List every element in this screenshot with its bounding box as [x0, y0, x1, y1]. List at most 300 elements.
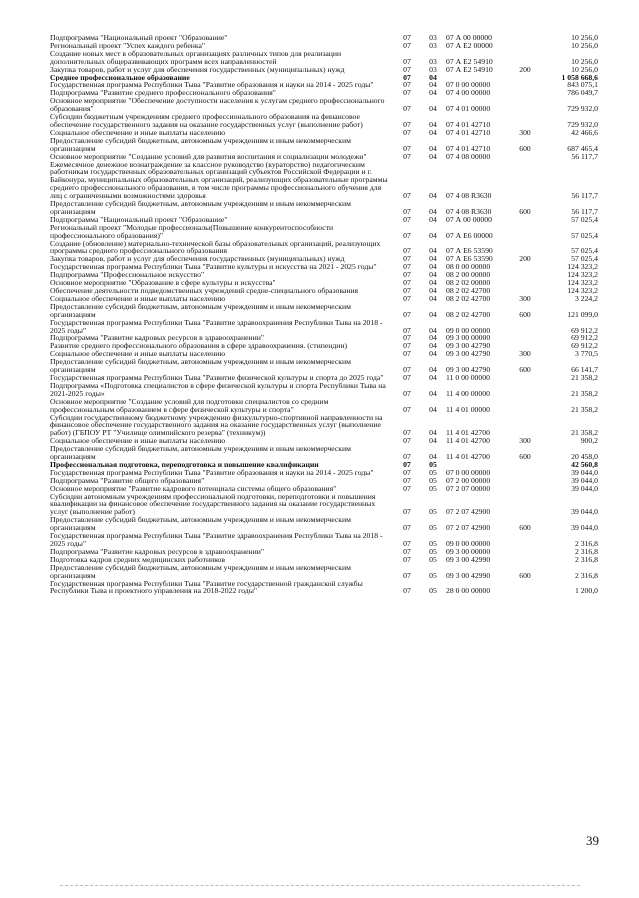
row-target-article-code: 07 4 01 42710 [446, 119, 491, 129]
row-expense-type-code [512, 485, 538, 493]
row-section-code: 07 [403, 104, 411, 114]
table-row [50, 50, 598, 66]
table-row [50, 334, 598, 342]
row-amount: 124 323,2 [567, 263, 598, 272]
row-subsection-code: 05 [429, 507, 437, 517]
row-target-article-code [446, 461, 512, 469]
row-expense-type-code [512, 271, 538, 279]
row-name: Развитие среднего профессионального образования в сфере здравоохранения. (стипендии) [50, 342, 348, 351]
row-name: Субсидии автономным учреждениям профессиональной подготовки, переподготовки и повышения квалификации на финансовое обеспечение государственного задания на оказание государственных услуг (выполнение работ) [50, 492, 376, 517]
row-name: Создание новых мест в образовательных организациях различных типов для реализации дополнительных общеразвивающих программ всех направленностей [50, 49, 342, 66]
row-target-article-code: 09 0 00 00000 [446, 325, 491, 335]
row-name: Закупка товаров, работ и услуг для обеспечения государственных (муниципальных) нужд [50, 255, 345, 264]
row-amount: 3 770,5 [574, 350, 598, 359]
row-subsection-code: 04 [429, 365, 437, 374]
row-amount: 20 458,0 [571, 452, 598, 461]
row-target-article-code: 11 0 00 00000 [446, 373, 490, 382]
row-section-code: 07 [403, 350, 411, 359]
row-section-code: 07 [403, 373, 411, 382]
row-expense-type-code [512, 216, 538, 224]
row-target-article-code: 07 А 00 00000 [446, 34, 492, 42]
row-target-article-code: 11 4 01 00000 [446, 404, 490, 414]
budget-table [50, 34, 598, 595]
table-row [50, 319, 598, 335]
row-section-code: 07 [403, 325, 411, 335]
row-name: Подпрограмма "Развитие среднего профессионального образования" [50, 89, 276, 98]
row-section-code: 07 [403, 65, 411, 74]
table-row [50, 350, 598, 358]
row-name: Подпрограмма "Национальный проект "Образование" [50, 215, 228, 224]
table-row [50, 493, 598, 517]
row-section-code: 07 [403, 507, 411, 517]
row-name: Основное мероприятие "Создание условий для подготовки специалистов со средним профессиональным образованием в сфере физической культуры и спорта" [50, 397, 329, 414]
row-target-article-code: 07 4 01 42710 [446, 143, 491, 153]
row-name: Обеспечение деятельности подведомственных учреждений средне-специального образования [50, 287, 359, 295]
row-subsection-code: 04 [429, 452, 437, 461]
row-expense-type-code: 600 [519, 365, 531, 374]
row-amount: 56 117,7 [571, 191, 598, 201]
row-name: Основное мероприятие "Развитие кадрового потенциала системы общего образования" [50, 484, 337, 493]
row-amount: 56 117,7 [571, 152, 598, 161]
row-expense-type-code [512, 89, 538, 97]
row-target-article-code: 07 0 00 00000 [446, 468, 491, 477]
table-row [50, 556, 598, 564]
row-subsection-code: 04 [429, 294, 437, 303]
row-expense-type-code [512, 161, 538, 201]
row-section-code: 07 [403, 191, 411, 201]
table-row [50, 398, 598, 414]
row-subsection-code: 04 [429, 119, 437, 129]
row-subsection-code: 04 [429, 287, 437, 295]
row-amount: 21 358,2 [571, 373, 598, 382]
row-subsection-code: 05 [429, 586, 437, 596]
row-subsection-code: 04 [429, 230, 437, 240]
row-section-code: 07 [403, 246, 411, 256]
row-subsection-code: 05 [429, 484, 437, 493]
row-subsection-code: 04 [429, 191, 437, 201]
row-expense-type-code: 300 [519, 437, 531, 446]
row-expense-type-code [512, 461, 538, 469]
row-name: Основное мероприятие "Обеспечение доступности населения к услугам среднего профессионального образования" [50, 97, 385, 114]
row-section-code: 07 [403, 279, 411, 287]
row-subsection-code: 04 [429, 255, 437, 264]
row-target-article-code: 07 0 00 00000 [446, 81, 491, 90]
row-section-code: 07 [403, 404, 411, 414]
row-target-article-code: 08 2 02 42700 [446, 294, 491, 303]
row-section-code: 07 [403, 342, 411, 351]
row-subsection-code: 04 [429, 89, 437, 98]
row-section-code: 07 [403, 388, 411, 398]
row-target-article-code: 09 3 00 42990 [446, 570, 491, 580]
row-expense-type-code [512, 342, 538, 350]
row-target-article-code: 08 0 00 00000 [446, 263, 491, 272]
row-amount: 57 025,4 [571, 230, 598, 240]
row-name: Подпрограмма "Национальный проект "Образование" [50, 34, 228, 42]
row-section-code: 07 [403, 476, 411, 485]
row-subsection-code: 04 [429, 279, 437, 287]
row-subsection-code: 05 [429, 570, 437, 580]
row-target-article-code: 07 А Е2 00000 [446, 41, 493, 50]
row-amount: 69 912,2 [571, 334, 598, 343]
row-amount: 69 912,2 [571, 325, 598, 335]
row-subsection-code: 04 [429, 437, 437, 446]
row-subsection-code: 03 [429, 41, 437, 50]
row-amount: 21 358,2 [571, 404, 598, 414]
row-subsection-code: 04 [429, 73, 437, 82]
row-subsection-code: 04 [429, 334, 437, 343]
row-section-code: 07 [403, 586, 411, 596]
row-amount: 21 358,2 [571, 428, 598, 438]
row-name: Государственная программа Республики Тыва "Развитие образования и науки на 2014 - 2025 годы" [50, 81, 374, 90]
table-row [50, 469, 598, 477]
table-row [50, 224, 598, 240]
row-target-article-code: 28 0 00 00000 [446, 586, 491, 596]
row-subsection-code: 04 [429, 309, 437, 319]
row-target-article-code: 09 3 00 42790 [446, 342, 491, 351]
row-amount: 39 044,0 [571, 523, 598, 533]
row-section-code: 07 [403, 547, 411, 556]
row-target-article-code: 09 3 00 42790 [446, 365, 491, 374]
row-subsection-code: 04 [429, 143, 437, 153]
row-expense-type-code [512, 556, 538, 564]
row-amount: 57 025,4 [571, 246, 598, 256]
row-name: Подготовка кадров средних медицинских работников [50, 555, 226, 564]
row-name: Субсидии бюджетным учреждениям среднего профессионального образования на финансовое обеспечение государственного задания на оказание государственных услуг (выполнение работ) [50, 113, 363, 129]
row-expense-type-code: 200 [519, 65, 531, 74]
row-target-article-code: 07 2 07 42900 [446, 507, 491, 517]
row-target-article-code: 07 4 08 R3630 [446, 191, 492, 201]
row-target-article-code: 07 2 00 00000 [446, 476, 491, 485]
row-expense-type-code [512, 42, 538, 50]
table-row [50, 477, 598, 485]
table-row [50, 374, 598, 382]
row-name: Подпрограмма "Развитие кадровых ресурсов в здравоохранении" [50, 547, 264, 556]
row-target-article-code: 08 2 00 00000 [446, 271, 491, 280]
budget-table-body [50, 34, 598, 595]
row-subsection-code: 04 [429, 342, 437, 351]
row-section-code: 07 [403, 119, 411, 129]
row-target-article-code [446, 74, 512, 82]
row-amount: 843 075,1 [567, 81, 598, 90]
row-amount: 69 912,2 [571, 342, 598, 351]
scan-edge-divider [60, 885, 580, 886]
row-subsection-code: 05 [429, 476, 437, 485]
table-row [50, 580, 598, 596]
row-section-code: 07 [403, 428, 411, 438]
row-subsection-code: 05 [429, 460, 437, 469]
row-amount: 729 932,0 [567, 119, 598, 129]
table-row [50, 161, 598, 201]
row-subsection-code: 04 [429, 263, 437, 272]
row-target-article-code: 08 2 02 42700 [446, 287, 491, 295]
row-target-article-code: 07 А Е2 54910 [446, 56, 493, 66]
row-expense-type-code [512, 374, 538, 382]
table-row [50, 532, 598, 548]
row-target-article-code: 09 3 00 42990 [446, 555, 491, 564]
table-row [50, 287, 598, 295]
row-amount: 42 466,6 [571, 128, 598, 137]
row-amount: 2 316,8 [574, 555, 598, 564]
row-target-article-code: 07 4 01 00000 [446, 104, 491, 114]
row-expense-type-code: 600 [519, 452, 531, 461]
row-name: Предоставление субсидий бюджетным, автономным учреждениям и иным некоммерческим организациям [50, 302, 351, 319]
row-target-article-code: 08 2 02 42700 [446, 309, 491, 319]
row-section-code: 07 [403, 484, 411, 493]
row-target-article-code: 09 3 00 00000 [446, 547, 491, 556]
table-row [50, 263, 598, 271]
row-section-code: 07 [403, 56, 411, 66]
row-expense-type-code: 600 [519, 309, 531, 319]
row-expense-type-code [512, 34, 538, 42]
row-subsection-code: 05 [429, 468, 437, 477]
row-amount: 2 316,8 [574, 547, 598, 556]
row-expense-type-code [512, 477, 538, 485]
row-section-code: 07 [403, 334, 411, 343]
row-expense-type-code [512, 224, 538, 240]
table-row [50, 97, 598, 113]
row-section-code: 07 [403, 271, 411, 280]
row-amount: 121 099,0 [567, 309, 598, 319]
row-expense-type-code [512, 81, 538, 89]
row-name: Основное мероприятие "Создание условий для развития воспитания и социализации молодежи" [50, 152, 367, 161]
table-row [50, 216, 598, 224]
row-name: Предоставление субсидий бюджетным, автономным учреждениям и иным некоммерческим организациям [50, 445, 351, 461]
table-row [50, 89, 598, 97]
row-amount: 39 044,0 [571, 484, 598, 493]
row-subsection-code: 04 [429, 350, 437, 359]
row-section-code: 07 [403, 365, 411, 374]
row-name: Государственная программа Республики Тыва "Развитие здравоохранения Республики Тыва на 2018 - 2025 годы" [50, 318, 383, 335]
table-row [50, 358, 598, 374]
row-amount: 57 025,4 [571, 255, 598, 264]
row-subsection-code: 04 [429, 388, 437, 398]
row-target-article-code: 07 4 08 00000 [446, 152, 491, 161]
row-subsection-code: 05 [429, 547, 437, 556]
row-target-article-code: 07 4 08 R3630 [446, 206, 492, 216]
row-section-code: 07 [403, 452, 411, 461]
table-row [50, 42, 598, 50]
row-amount: 21 358,2 [571, 388, 598, 398]
row-amount: 39 044,0 [571, 507, 598, 517]
row-target-article-code: 07 2 07 00000 [446, 484, 491, 493]
row-name: Среднее профессиональное образование [50, 73, 190, 82]
row-target-article-code: 09 0 00 00000 [446, 539, 491, 548]
row-section-code: 07 [403, 215, 411, 224]
row-expense-type-code [512, 532, 538, 548]
row-name: Социальное обеспечение и иные выплаты населению [50, 294, 226, 303]
row-target-article-code: 07 А 00 00000 [446, 215, 492, 224]
row-target-article-code: 11 4 01 42700 [446, 452, 490, 461]
table-row [50, 113, 598, 129]
row-target-article-code: 08 2 02 00000 [446, 279, 491, 287]
row-name: Профессиональная подготовка, переподготовка и повышение квалификации [50, 460, 319, 469]
row-subsection-code: 05 [429, 523, 437, 533]
row-section-code: 07 [403, 437, 411, 446]
row-section-code: 07 [403, 539, 411, 548]
row-section-code: 07 [403, 468, 411, 477]
row-expense-type-code [512, 469, 538, 477]
table-row [50, 81, 598, 89]
table-row [50, 153, 598, 161]
row-expense-type-code: 600 [519, 206, 531, 216]
table-row [50, 129, 598, 137]
table-row [50, 255, 598, 263]
row-subsection-code: 04 [429, 325, 437, 335]
row-expense-type-code: 600 [519, 143, 531, 153]
row-amount: 124 323,2 [567, 287, 598, 295]
table-row [50, 437, 598, 445]
table-row [50, 461, 598, 469]
row-name: Подпрограмма «Подготовка специалистов в сфере физической культуры и спорта Республики Тыва на 2021-2025 годы» [50, 381, 386, 398]
row-expense-type-code [512, 580, 538, 596]
row-amount: 1 200,0 [574, 586, 598, 596]
row-amount: 1 058 668,6 [561, 73, 598, 82]
row-name: Социальное обеспечение и иные выплаты населению [50, 350, 226, 359]
row-amount: 57 025,4 [571, 215, 598, 224]
row-name: Социальное обеспечение и иные выплаты населению [50, 128, 226, 137]
row-amount: 10 256,0 [571, 34, 598, 42]
row-subsection-code: 04 [429, 128, 437, 137]
row-expense-type-code [512, 287, 538, 295]
row-section-code: 07 [403, 555, 411, 564]
row-target-article-code: 07 А Е2 54910 [446, 65, 493, 74]
row-section-code: 07 [403, 41, 411, 50]
row-subsection-code: 05 [429, 539, 437, 548]
row-target-article-code: 07 2 07 42900 [446, 523, 491, 533]
table-row [50, 414, 598, 438]
row-target-article-code: 07 А Е6 53590 [446, 255, 493, 264]
table-row [50, 74, 598, 82]
row-name: Предоставление субсидий бюджетным, автономным учреждениям и иным некоммерческим организациям [50, 358, 351, 374]
row-amount: 66 141,7 [571, 365, 598, 374]
row-section-code: 07 [403, 152, 411, 161]
row-subsection-code: 04 [429, 373, 437, 382]
table-row [50, 200, 598, 216]
table-row [50, 516, 598, 532]
row-name: Подпрограмма "Развитие кадровых ресурсов в здравоохранении" [50, 334, 264, 343]
table-row [50, 548, 598, 556]
row-name: Создание (обновление) материально-технической базы образовательных организаций, реализующих программы среднего профессионального образования [50, 239, 381, 256]
row-section-code: 07 [403, 230, 411, 240]
row-expense-type-code [512, 382, 538, 398]
table-row [50, 445, 598, 461]
row-name: Предоставление субсидий бюджетным, автономным учреждениям и иным некоммерческим организациям [50, 136, 351, 153]
row-subsection-code: 04 [429, 271, 437, 280]
row-expense-type-code [512, 398, 538, 414]
page-number: 39 [586, 833, 599, 848]
row-section-code: 07 [403, 523, 411, 533]
row-subsection-code: 04 [429, 152, 437, 161]
table-row [50, 66, 598, 74]
row-name: Закупка товаров, работ и услуг для обеспечения государственных (муниципальных) нужд [50, 65, 345, 74]
row-expense-type-code [512, 319, 538, 335]
row-subsection-code: 05 [429, 555, 437, 564]
row-name: Основное мероприятие "Образование в сфере культуры и искусства" [50, 279, 276, 287]
row-section-code: 07 [403, 570, 411, 580]
row-amount: 39 044,0 [571, 476, 598, 485]
row-name: Региональный проект "Успех каждого ребенка" [50, 41, 206, 50]
table-row [50, 34, 598, 42]
row-amount: 900,2 [580, 437, 598, 446]
row-amount: 3 224,2 [574, 294, 598, 303]
row-subsection-code: 03 [429, 34, 437, 42]
row-amount: 2 316,8 [574, 539, 598, 548]
row-name: Государственная программа Республики Тыва "Развитие образования и науки на 2014 - 2025 годы" [50, 468, 374, 477]
row-target-article-code: 11 4 01 42700 [446, 428, 490, 438]
row-target-article-code: 07 А Е6 53590 [446, 246, 493, 256]
row-expense-type-code: 600 [519, 523, 531, 533]
row-subsection-code: 04 [429, 206, 437, 216]
row-name: Ежемесячное денежное вознаграждение за классное руководство (кураторство) педагогическим работникам государственных образовательных организаций субъектов Российской Федерации и г. Байконура, муниципальных образовательных организаций, реализующих образовательные программы среднего профессионального образования, в том числе программы профессионального обучения для лиц с ограниченными возможностями здоровья [50, 160, 388, 201]
row-name: Субсидии государственному бюджетному учреждению физкультурно-спортивной направленности на финансовое обеспечение государственного задания на оказание государственных услуг (выполнение работ) (ГБПОУ РТ "Училище олимпийского резерва" (техникум)) [50, 413, 383, 438]
row-name: Предоставление субсидий бюджетным, автономным учреждениям и иным некоммерческим организациям [50, 563, 351, 580]
row-amount: 124 323,2 [567, 271, 598, 280]
row-section-code: 07 [403, 73, 411, 82]
row-name: Предоставление субсидий бюджетным, автономным учреждениям и иным некоммерческим организациям [50, 516, 351, 533]
row-expense-type-code [512, 113, 538, 129]
row-name: Государственная программа Республики Тыва "Развитие физической культуры и спорта до 2025 года" [50, 373, 384, 382]
row-section-code: 07 [403, 287, 411, 295]
row-name: Подпрограмма "Развитие общего образования" [50, 476, 205, 485]
row-name: Предоставление субсидий бюджетным, автономным учреждениям и иным некоммерческим организациям [50, 200, 351, 216]
row-target-article-code: 07 А Е6 00000 [446, 230, 493, 240]
row-target-article-code: 07 4 00 00000 [446, 89, 491, 98]
row-section-code: 07 [403, 89, 411, 98]
row-subsection-code: 04 [429, 404, 437, 414]
row-expense-type-code: 300 [519, 294, 531, 303]
row-amount: 687 465,4 [567, 143, 598, 153]
row-target-article-code: 09 3 00 42790 [446, 350, 491, 359]
row-expense-type-code: 600 [519, 570, 531, 580]
table-row [50, 564, 598, 580]
row-name: Государственная программа Республики Тыва "Развитие здравоохранения Республики Тыва на 2018 - 2025 годы" [50, 532, 383, 548]
row-section-code: 07 [403, 309, 411, 319]
row-expense-type-code: 200 [519, 255, 531, 264]
row-amount: 42 560,8 [571, 460, 598, 469]
table-row [50, 271, 598, 279]
row-subsection-code: 04 [429, 215, 437, 224]
table-row [50, 137, 598, 153]
row-target-article-code: 11 4 01 42700 [446, 437, 490, 446]
row-name: Подпрограмма "Профессиональное искусство" [50, 271, 205, 280]
table-row [50, 279, 598, 287]
row-subsection-code: 03 [429, 56, 437, 66]
row-subsection-code: 04 [429, 104, 437, 114]
row-section-code: 07 [403, 81, 411, 90]
row-section-code: 07 [403, 294, 411, 303]
row-expense-type-code [512, 50, 538, 66]
row-target-article-code: 07 4 01 42710 [446, 128, 491, 137]
row-subsection-code: 04 [429, 81, 437, 90]
row-name: Государственная программа Республики Тыва "Развитие культуры и искусства на 2021 - 2025 годы" [50, 263, 377, 272]
row-expense-type-code [512, 97, 538, 113]
row-amount: 10 256,0 [571, 41, 598, 50]
row-amount: 786 049,7 [567, 89, 598, 98]
row-amount: 10 256,0 [571, 56, 598, 66]
row-section-code: 07 [403, 263, 411, 272]
row-subsection-code: 04 [429, 246, 437, 256]
row-expense-type-code [512, 279, 538, 287]
row-name: Социальное обеспечение и иные выплаты населению [50, 437, 226, 446]
row-expense-type-code [512, 74, 538, 82]
row-subsection-code: 03 [429, 65, 437, 74]
row-section-code: 07 [403, 255, 411, 264]
table-row [50, 295, 598, 303]
row-amount: 124 323,2 [567, 279, 598, 287]
row-amount: 2 316,8 [574, 570, 598, 580]
row-expense-type-code [512, 263, 538, 271]
row-section-code: 07 [403, 206, 411, 216]
